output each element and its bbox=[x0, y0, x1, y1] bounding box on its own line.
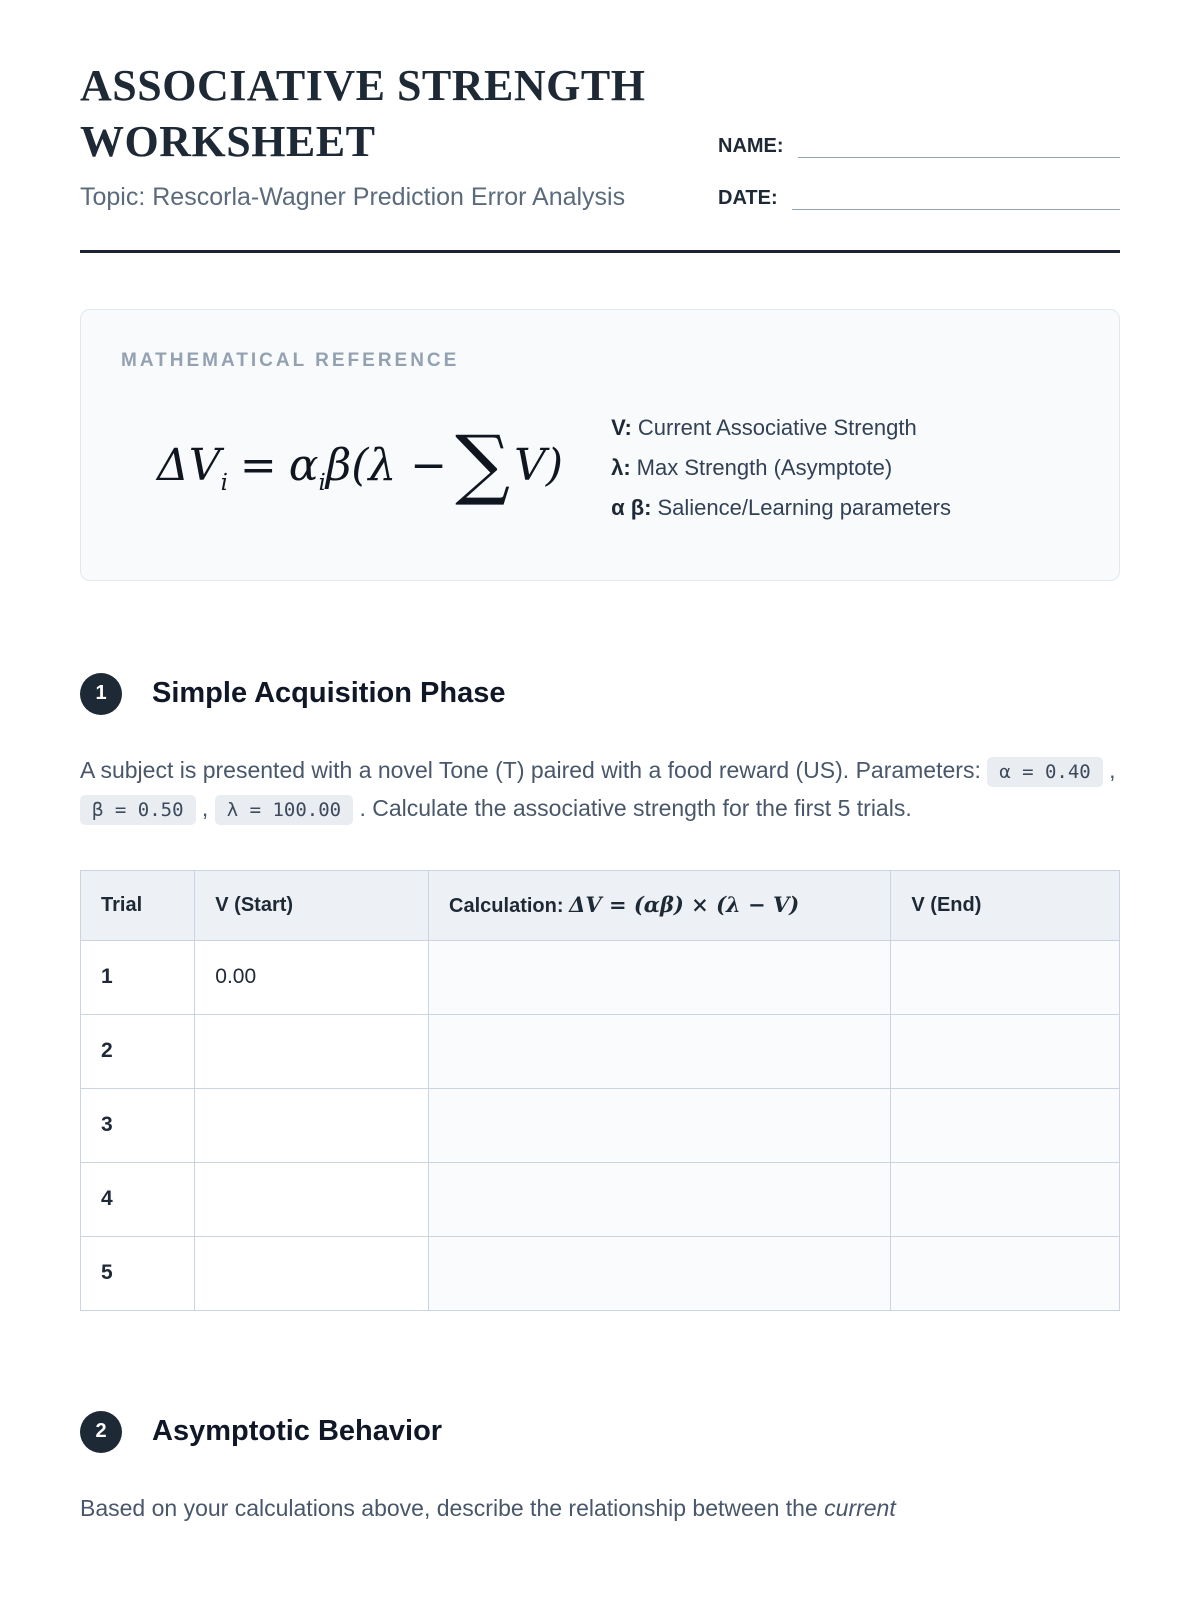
trial-number-cell: 1 bbox=[81, 940, 195, 1014]
section-1-heading bbox=[80, 673, 1120, 715]
legend-desc-v: Current Associative Strength bbox=[637, 414, 917, 440]
formula-lhs-subscript: i bbox=[220, 469, 228, 496]
calculation-answer-cell[interactable] bbox=[429, 940, 891, 1014]
formula-equals: = bbox=[239, 439, 277, 491]
section-1-number-badge: 1 bbox=[80, 673, 122, 715]
calculation-answer-cell[interactable] bbox=[429, 1162, 891, 1236]
v-end-answer-cell[interactable] bbox=[891, 940, 1120, 1014]
emphasis-current: current bbox=[824, 1494, 896, 1521]
reference-body bbox=[121, 408, 1079, 528]
legend-term-alpha-beta: α β: bbox=[611, 494, 652, 520]
v-start-cell: 0.00 bbox=[195, 940, 429, 1014]
section-2-prompt bbox=[80, 1489, 1120, 1528]
trial-number-cell: 3 bbox=[81, 1088, 195, 1162]
reference-heading: MATHEMATICAL REFERENCE bbox=[121, 349, 460, 371]
formula-mid: β(λ − bbox=[325, 439, 448, 491]
chip-separator: , bbox=[1109, 756, 1116, 783]
summation-sigma: ∑ bbox=[455, 420, 511, 510]
v-end-answer-cell[interactable] bbox=[891, 1162, 1120, 1236]
v-start-cell[interactable] bbox=[195, 1236, 429, 1310]
math-reference-box bbox=[80, 309, 1120, 581]
name-input-line[interactable] bbox=[798, 132, 1120, 158]
table-row bbox=[81, 1162, 1120, 1236]
table-header-row bbox=[81, 870, 1120, 940]
header-title-block bbox=[80, 58, 718, 212]
col-header-calculation bbox=[429, 870, 891, 940]
table-row bbox=[81, 1236, 1120, 1310]
calculation-answer-cell[interactable] bbox=[429, 1088, 891, 1162]
section-1-title: Simple Acquisition Phase bbox=[152, 677, 506, 710]
col-header-v-start: V (Start) bbox=[195, 870, 429, 940]
date-label: DATE: bbox=[718, 186, 778, 209]
formula-tail: V) bbox=[514, 439, 564, 491]
formula-legend bbox=[611, 408, 1079, 528]
v-start-cell[interactable] bbox=[195, 1162, 429, 1236]
topic-subtitle: Topic: Rescorla-Wagner Prediction Error Analysis bbox=[80, 182, 626, 211]
name-field-row bbox=[718, 132, 1120, 158]
table-row bbox=[81, 1014, 1120, 1088]
legend-desc-lambda: Max Strength (Asymptote) bbox=[636, 454, 893, 480]
section-2-heading bbox=[80, 1411, 1120, 1453]
calc-header-label: Calculation: bbox=[449, 895, 564, 918]
col-header-v-end: V (End) bbox=[891, 870, 1120, 940]
date-field-row bbox=[718, 184, 1120, 210]
section-2-title: Asymptotic Behavior bbox=[152, 1415, 443, 1448]
trial-number-cell: 2 bbox=[81, 1014, 195, 1088]
header bbox=[80, 58, 1120, 212]
instructions-end: . Calculate the associative strength for the first 5 trials. bbox=[359, 795, 912, 822]
page-title bbox=[80, 58, 718, 171]
col-header-trial: Trial bbox=[81, 870, 195, 940]
legend-term-lambda: λ: bbox=[611, 454, 631, 480]
legend-row-v bbox=[611, 408, 1079, 448]
table-row bbox=[81, 1088, 1120, 1162]
section-2-number-badge: 2 bbox=[80, 1411, 122, 1453]
v-start-cell[interactable] bbox=[195, 1014, 429, 1088]
param-chip-beta: β = 0.50 bbox=[80, 795, 196, 825]
acquisition-table bbox=[80, 870, 1120, 1311]
table-row bbox=[81, 940, 1120, 1014]
v-start-cell[interactable] bbox=[195, 1088, 429, 1162]
legend-row-alpha-beta bbox=[611, 488, 1079, 528]
page-title-line2: WORKSHEET bbox=[80, 117, 376, 167]
v-end-answer-cell[interactable] bbox=[891, 1236, 1120, 1310]
formula-alpha-subscript: i bbox=[318, 469, 326, 496]
chip-separator: , bbox=[201, 795, 209, 822]
legend-desc-alpha-beta: Salience/Learning parameters bbox=[657, 494, 951, 520]
section-1-instructions bbox=[80, 751, 1120, 828]
rescorla-wagner-formula bbox=[121, 420, 611, 510]
prompt-start: Based on your calculations above, describe the relationship between the bbox=[80, 1494, 818, 1521]
name-label: NAME: bbox=[718, 134, 784, 157]
calculation-answer-cell[interactable] bbox=[429, 1014, 891, 1088]
calculation-answer-cell[interactable] bbox=[429, 1236, 891, 1310]
param-chip-alpha: α = 0.40 bbox=[987, 757, 1103, 787]
param-chip-lambda: λ = 100.00 bbox=[215, 795, 353, 825]
formula-alpha: α bbox=[288, 439, 319, 491]
legend-term-v: V: bbox=[611, 414, 632, 440]
header-divider bbox=[80, 250, 1120, 253]
v-end-answer-cell[interactable] bbox=[891, 1088, 1120, 1162]
trial-number-cell: 4 bbox=[81, 1162, 195, 1236]
date-input-line[interactable] bbox=[792, 184, 1120, 210]
formula-lhs: ΔV bbox=[157, 439, 221, 491]
trial-number-cell: 5 bbox=[81, 1236, 195, 1310]
v-end-answer-cell[interactable] bbox=[891, 1014, 1120, 1088]
calc-header-formula: ΔV = (αβ) × (λ − V) bbox=[569, 892, 800, 918]
legend-row-lambda bbox=[611, 448, 1079, 488]
name-date-block bbox=[718, 132, 1120, 212]
instructions-start: A subject is presented with a novel Tone (T) paired with a food reward (US). Parameters: bbox=[80, 756, 981, 783]
page-title-line1: ASSOCIATIVE STRENGTH bbox=[80, 61, 646, 110]
